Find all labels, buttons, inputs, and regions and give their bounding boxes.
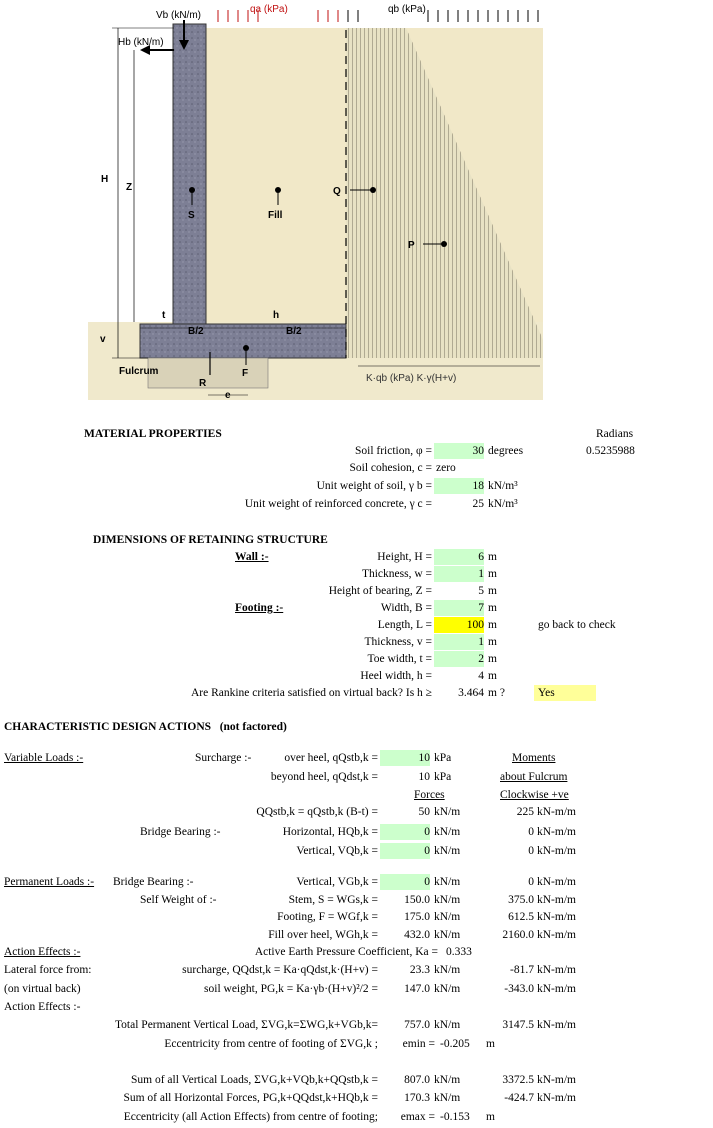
t-label: t xyxy=(162,310,166,321)
footing-weight-label: Footing, F = WGf,k = xyxy=(277,911,378,923)
footing-force: 175.0 xyxy=(404,911,430,923)
unit-weight-concrete-label: Unit weight of reinforced concrete, γ c = xyxy=(244,498,432,510)
footing-force-unit: kN/m xyxy=(434,911,461,923)
over-heel-input[interactable]: 10 xyxy=(380,750,430,766)
q-label: Q xyxy=(333,186,341,197)
over-heel-unit: kPa xyxy=(434,752,452,764)
length-l-unit: m xyxy=(488,619,497,631)
action-effects-heading-2: Action Effects :- xyxy=(4,1001,81,1013)
h-dim-label: H xyxy=(101,174,109,185)
e-label: e xyxy=(225,390,231,400)
total-perm-vertical-force: 757.0 xyxy=(404,1019,430,1031)
unit-weight-concrete-value: 25 xyxy=(472,498,484,510)
sum-vertical-moment-unit: kN-m/m xyxy=(537,1074,576,1086)
qstb-force: 50 xyxy=(418,806,430,818)
ka-value: 0.333 xyxy=(446,946,472,958)
unit-weight-concrete-unit: kN/m³ xyxy=(488,498,518,510)
fulcrum-label: Fulcrum xyxy=(119,366,159,377)
horizontal-hqb-unit: kN/m xyxy=(434,826,461,838)
sum-vertical-unit: kN/m xyxy=(434,1074,461,1086)
actions-title xyxy=(4,721,287,733)
toe-width-unit: m xyxy=(488,653,497,665)
qstb-moment: 225 xyxy=(516,806,534,818)
vgb-unit: kN/m xyxy=(434,876,461,888)
b2-left-label: B/2 xyxy=(188,326,204,337)
soil-weight-moment: -343.0 xyxy=(504,983,534,995)
v-label: v xyxy=(100,334,106,345)
horizontal-hqb-label: Horizontal, HQb,k = xyxy=(282,826,378,838)
qstb-moment-unit: kN-m/m xyxy=(537,806,576,818)
thickness-w-label: Thickness, w = xyxy=(361,568,432,580)
total-perm-vertical-moment: 3147.5 xyxy=(502,1019,534,1031)
radians-value: 0.5235988 xyxy=(586,445,635,457)
material-title: MATERIAL PROPERTIES xyxy=(84,428,222,440)
radians-header: Radians xyxy=(596,428,634,440)
actions-title-text: CHARACTERISTIC DESIGN ACTIONS xyxy=(4,721,212,733)
retaining-wall-diagram xyxy=(88,0,543,400)
stem-moment-unit: kN-m/m xyxy=(537,894,576,906)
stem-force: 150.0 xyxy=(404,894,430,906)
heel-width-value: 4 xyxy=(478,670,484,682)
height-bearing-unit: m xyxy=(488,585,497,597)
vertical-vqb-label: Vertical, VQb,k = xyxy=(296,845,378,857)
footing-moment-unit: kN-m/m xyxy=(537,911,576,923)
perm-bridge-heading: Bridge Bearing :- xyxy=(113,876,194,888)
fill-force: 432.0 xyxy=(404,929,430,941)
bridge-bearing-heading: Bridge Bearing :- xyxy=(140,826,221,838)
beyond-heel-label: beyond heel, qQdst,k = xyxy=(270,771,378,783)
variable-loads-heading: Variable Loads :- xyxy=(4,752,84,764)
emax-value: -0.153 xyxy=(440,1111,470,1123)
emin-value: -0.205 xyxy=(440,1038,470,1050)
emax-label: emax = xyxy=(400,1111,435,1123)
sum-horizontal-moment: -424.7 xyxy=(504,1092,534,1104)
eccentricity-1-label: Eccentricity from centre of footing of ΣVG,k ; xyxy=(164,1038,378,1050)
unit-weight-soil-unit: kN/m³ xyxy=(488,480,518,492)
qb-label: qb (kPa) xyxy=(388,4,426,15)
soil-weight-label: soil weight, PG,k = Ka·γb·(H+v)²/2 = xyxy=(204,983,378,995)
action-effects-heading: Action Effects :- xyxy=(4,946,81,958)
about-fulcrum-heading: about Fulcrum xyxy=(500,771,568,783)
sum-horizontal-moment-unit: kN-m/m xyxy=(537,1092,576,1104)
vb-label: Vb (kN/m) xyxy=(156,10,201,21)
total-perm-vertical-label: Total Permanent Vertical Load, ΣVG,k=ΣWG,k+VGb,k= xyxy=(114,1019,378,1031)
vertical-vqb-moment-unit: kN-m/m xyxy=(537,845,576,857)
heel-width-label: Heel width, h = xyxy=(360,670,432,682)
horizontal-hqb-moment: 0 xyxy=(528,826,534,838)
sum-vertical-force: 807.0 xyxy=(404,1074,430,1086)
heel-width-unit: m xyxy=(488,670,497,682)
toe-width-input[interactable]: 2 xyxy=(434,651,484,667)
moments-heading: Moments xyxy=(512,752,556,764)
height-input[interactable]: 6 xyxy=(434,549,484,565)
horizontal-hqb-input[interactable]: 0 xyxy=(380,824,430,840)
thickness-v-unit: m xyxy=(488,636,497,648)
vgb-label: Vertical, VGb,k = xyxy=(296,876,378,888)
over-heel-label: over heel, qQstb,k = xyxy=(284,752,378,764)
surcharge-lateral-unit: kN/m xyxy=(434,964,461,976)
qstb-label: QQstb,k = qQstb,k (B-t) = xyxy=(256,806,378,818)
height-bearing-label: Height of bearing, Z = xyxy=(328,585,432,597)
lateral-force-heading: Lateral force from: xyxy=(4,964,92,976)
width-b-input[interactable]: 7 xyxy=(434,600,484,616)
emax-unit: m xyxy=(486,1111,495,1123)
height-bearing-value: 5 xyxy=(478,585,484,597)
permanent-loads-heading: Permanent Loads :- xyxy=(4,876,95,888)
beyond-heel-value: 10 xyxy=(418,771,430,783)
pressure-bottom-label: K·qb (kPa) K·γ(H+v) xyxy=(366,373,457,384)
soil-weight-unit: kN/m xyxy=(434,983,461,995)
wall-heading: Wall :- xyxy=(235,551,269,563)
width-b-label: Width, B = xyxy=(380,602,432,614)
soil-cohesion-label: Soil cohesion, c = xyxy=(349,462,432,474)
forces-heading: Forces xyxy=(414,789,445,801)
soil-cohesion-value: zero xyxy=(436,462,456,474)
soil-friction-input[interactable]: 30 xyxy=(434,443,484,459)
beyond-heel-unit: kPa xyxy=(434,771,452,783)
surcharge-lateral-moment-unit: kN-m/m xyxy=(537,964,576,976)
total-perm-vertical-moment-unit: kN-m/m xyxy=(537,1019,576,1031)
rankine-answer: Yes xyxy=(534,685,596,701)
clockwise-heading: Clockwise +ve xyxy=(500,789,569,801)
sum-horizontal-unit: kN/m xyxy=(434,1092,461,1104)
vgb-moment-unit: kN-m/m xyxy=(537,876,576,888)
surcharge-heading: Surcharge :- xyxy=(195,752,252,764)
length-l-label: Length, L = xyxy=(377,619,432,631)
soil-friction-unit: degrees xyxy=(488,445,524,457)
toe-width-label: Toe width, t = xyxy=(367,653,432,665)
height-label: Height, H = xyxy=(377,551,432,563)
s-label: S xyxy=(188,210,195,221)
total-perm-vertical-unit: kN/m xyxy=(434,1019,461,1031)
surcharge-lateral-label: surcharge, QQdst,k = Ka·qQdst,k·(H+v) = xyxy=(182,964,378,976)
thickness-w-input[interactable]: 1 xyxy=(434,566,484,582)
vertical-vqb-unit: kN/m xyxy=(434,845,461,857)
soil-friction-label: Soil friction, φ = xyxy=(354,445,432,457)
surcharge-lateral-force: 23.3 xyxy=(409,964,430,976)
vertical-vqb-moment: 0 xyxy=(528,845,534,857)
vertical-vqb-input[interactable]: 0 xyxy=(380,843,430,859)
z-dim-label: Z xyxy=(126,182,133,193)
footing-heading: Footing :- xyxy=(235,602,284,614)
width-b-unit: m xyxy=(488,602,497,614)
stem-moment: 375.0 xyxy=(508,894,534,906)
eccentricity-2-label: Eccentricity (all Action Effects) from centre of footing; xyxy=(123,1111,378,1123)
stem-label: Stem, S = WGs,k = xyxy=(288,894,378,906)
qstb-force-unit: kN/m xyxy=(434,806,461,818)
thickness-v-input[interactable]: 1 xyxy=(434,634,484,650)
soil-weight-force: 147.0 xyxy=(404,983,430,995)
footing-moment: 612.5 xyxy=(508,911,534,923)
horizontal-hqb-moment-unit: kN-m/m xyxy=(537,826,576,838)
fill-force-unit: kN/m xyxy=(434,929,461,941)
thickness-v-label: Thickness, v = xyxy=(364,636,432,648)
dimensions-title: DIMENSIONS OF RETAINING STRUCTURE xyxy=(93,534,328,546)
ka-label: Active Earth Pressure Coefficient, Ka = xyxy=(254,946,438,958)
height-unit: m xyxy=(488,551,497,563)
sum-vertical-moment: 3372.5 xyxy=(502,1074,534,1086)
rankine-unit: m ? xyxy=(488,687,505,699)
surcharge-lateral-moment: -81.7 xyxy=(510,964,534,976)
hb-label: Hb (kN/m) xyxy=(118,37,164,48)
fill-moment: 2160.0 xyxy=(502,929,534,941)
sum-horizontal-force: 170.3 xyxy=(404,1092,430,1104)
p-label: P xyxy=(408,240,415,251)
r-label: R xyxy=(199,378,207,389)
virtual-back-note: (on virtual back) xyxy=(4,983,81,995)
b2-right-label: B/2 xyxy=(286,326,302,337)
length-l-input[interactable]: 100 xyxy=(434,617,484,633)
go-back-note: go back to check xyxy=(538,619,616,631)
thickness-w-unit: m xyxy=(488,568,497,580)
unit-weight-soil-input[interactable]: 18 xyxy=(434,478,484,494)
f-label: F xyxy=(242,368,249,379)
fill-moment-unit: kN-m/m xyxy=(537,929,576,941)
emin-unit: m xyxy=(486,1038,495,1050)
sum-horizontal-label: Sum of all Horizontal Forces, PG,k+QQdst,k+HQb,k = xyxy=(123,1092,378,1104)
emin-label: emin = xyxy=(402,1038,435,1050)
vgb-moment: 0 xyxy=(528,876,534,888)
rankine-value: 3.464 xyxy=(458,687,484,699)
actions-title-note: (not factored) xyxy=(219,721,287,733)
heel-h-label: h xyxy=(273,310,280,321)
qa-label: qa (kPa) xyxy=(250,4,288,15)
soil-weight-moment-unit: kN-m/m xyxy=(537,983,576,995)
unit-weight-soil-label: Unit weight of soil, γ b = xyxy=(316,480,432,492)
rankine-label: Are Rankine criteria satisfied on virtual back? Is h ≥ xyxy=(190,687,432,699)
fill-label: Fill xyxy=(268,210,283,221)
sum-vertical-label: Sum of all Vertical Loads, ΣVG,k+VQb,k+QQstb,k = xyxy=(131,1074,378,1086)
self-weight-heading: Self Weight of :- xyxy=(140,894,217,906)
fill-heel-label: Fill over heel, WGh,k = xyxy=(268,929,378,941)
vgb-input[interactable]: 0 xyxy=(380,874,430,890)
stem-force-unit: kN/m xyxy=(434,894,461,906)
